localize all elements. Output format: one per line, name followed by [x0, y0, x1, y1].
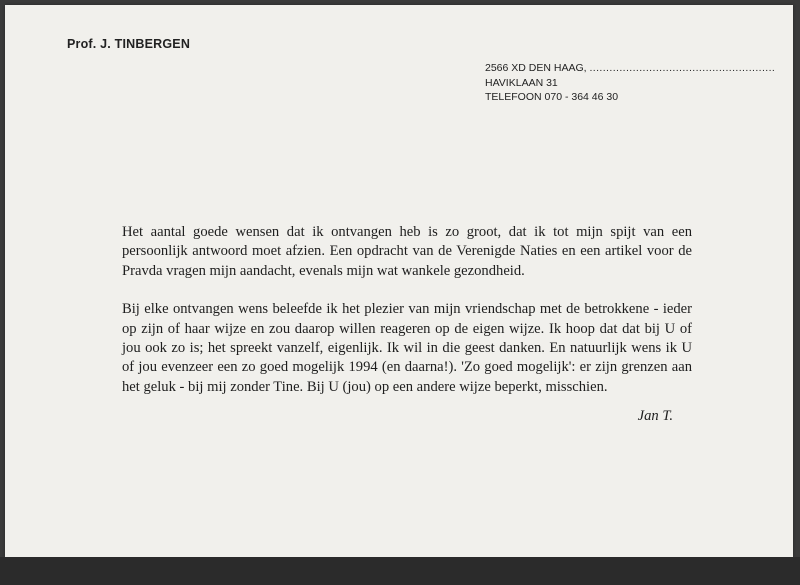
sender-name: Prof. J. TINBERGEN: [67, 37, 191, 51]
address-city: 2566 XD DEN HAAG,: [485, 62, 587, 74]
address-phone: TELEFOON 070 - 364 46 30: [485, 91, 619, 103]
signature: Jan T.: [637, 408, 673, 424]
letter-card: [5, 5, 793, 557]
scan-background-band: [0, 557, 800, 585]
address-date-dots: ........................................................: [589, 62, 776, 74]
letter-paragraph-2: Bij elke ontvangen wens beleefde ik het plezier van mijn vriendschap met de betrokkene - ieder op zijn of haar wijze en zou daarop willen reageren op de eigen wijze. Ik hoop dat dat bij U of jou ook zo is; het spreekt vanzelf, eigenlijk. Ik wil in die geest danken. En natuurlijk wens ik U of jou evenzeer een zo goed mogelijk 1994 (en daarna!). 'Zo goed mogelijk': er zijn grenzen aan het geluk - bij mij zonder Tine. Bij U (jou) op een andere wijze beperkt, misschien.: [122, 301, 692, 395]
address-city-line: [485, 61, 775, 76]
letterhead-address: [485, 61, 775, 105]
address-street: HAVIKLAAN 31: [485, 76, 558, 89]
letter-body: [122, 223, 692, 397]
letter-paragraph-1: Het aantal goede wensen dat ik ontvangen heb is zo groot, dat ik tot mijn spijt van een persoonlijk antwoord moet afzien. Een opdracht van de Verenigde Naties en een artikel voor de Pravda vragen mijn aandacht, evenals mijn wat wankele gezondheid.: [122, 224, 692, 279]
